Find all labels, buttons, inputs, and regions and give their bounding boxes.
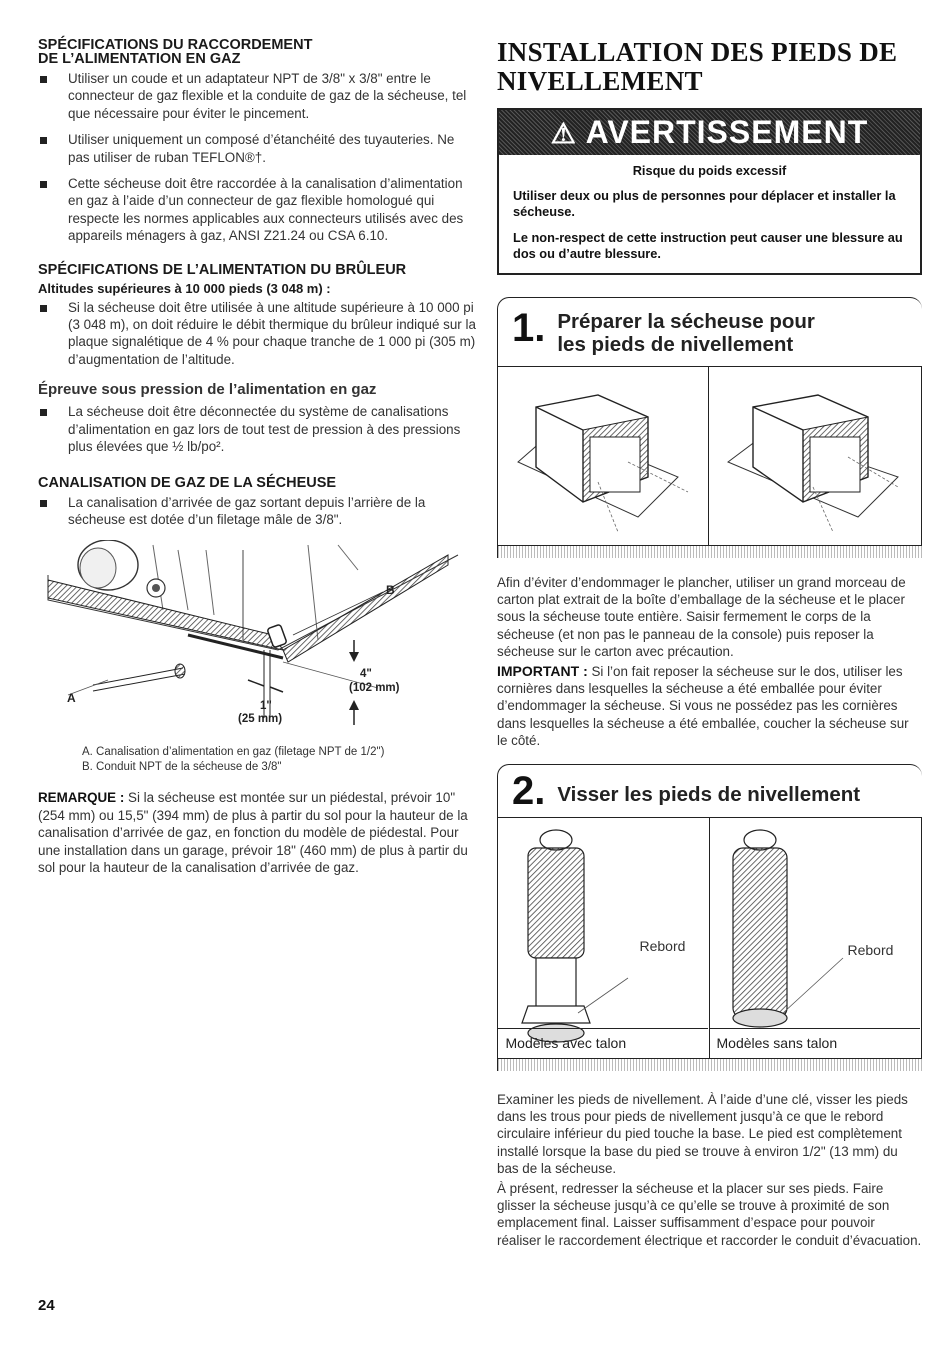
step-2 bbox=[497, 764, 922, 1071]
step-1-title bbox=[498, 298, 922, 356]
caption-b: B. Conduit NPT de la sécheuse de 3/8" bbox=[82, 761, 282, 774]
list-item: La sécheuse doit être déconnectée du système de canalisations d’alimentation en gaz lors de tout test de pression à des pressions plus élevées que ½ lb/po². bbox=[38, 403, 478, 455]
altitude-subtitle: Altitudes supérieures à 10 000 pieds (3 048 m) : bbox=[38, 280, 331, 296]
step-1 bbox=[497, 297, 922, 558]
step-1-heading: Préparer la sécheuse pour les pieds de nivellement bbox=[557, 309, 815, 356]
remark-paragraph bbox=[38, 789, 478, 876]
step-2-title bbox=[498, 765, 922, 813]
section-title-gas-pipe: CANALISATION DE GAZ DE LA SÉCHEUSE bbox=[38, 474, 337, 491]
label-b: B bbox=[386, 583, 395, 598]
step-2-paragraph-1: Examiner les pieds de nivellement. À l’aide d’une clé, visser les pieds dans les trous pour pieds de nivellement jusqu’à ce que le rebord circulaire inférieur du pied touche la base. Le pied est complètement installé lorsque la base du pied se trouve à environ 1/2" (13 mm) du bas de la sécheuse. bbox=[497, 1091, 908, 1177]
right-column bbox=[497, 38, 922, 1249]
burner-list bbox=[38, 299, 478, 369]
list-item: Cette sécheuse doit être raccordée à la canalisation d’alimentation en gaz à l’aide d’un connecteur de gaz flexible homologué qui respecte les normes applicables aux connecteurs utilisés avec des appareils ménagers à gaz, ANSI Z21.24 ou CSA 6.10. bbox=[38, 175, 478, 245]
dim-1in: 1" bbox=[260, 700, 272, 713]
step-1-shadow bbox=[498, 546, 922, 558]
list-item: Utiliser uniquement un composé d’étanchéité des tuyauteries. Ne pas utiliser de ruban TEFLON®†. bbox=[38, 131, 478, 166]
warning-triangle-icon: ⚠ bbox=[550, 118, 577, 149]
remark-label: REMARQUE : bbox=[38, 790, 125, 806]
left-column bbox=[38, 38, 478, 876]
list-item: La canalisation d’arrivée de gaz sortant depuis l’arrière de la sécheuse est dotée d’un filetage mâle de 3/8". bbox=[38, 494, 478, 529]
caption-with-base: Modèles avec talon bbox=[498, 1028, 708, 1056]
remark-text: Si la sécheuse est montée sur un piédestal, prévoir 10" (254 mm) ou 15,5" (394 mm) de plus à partir du sol pour la hauteur de la canalisation d’arrivée de gaz, en fonction du modèle de piédestal. Pour une installation dans un garage, prévoir 18" (460 mm) de plus à partir du sol pour la hauteur de la canalisation d’arrivée de gaz. bbox=[38, 790, 468, 875]
dim-4in: 4" bbox=[360, 668, 372, 681]
warning-header: ⚠ AVERTISSEMENT bbox=[499, 110, 920, 155]
gas-pipe-diagram bbox=[38, 540, 478, 735]
step-1-paragraph: Afin d’éviter d’endommager le plancher, utiliser un grand morceau de carton plat extrait de la boîte d’emballage de la sécheuse et le placer sous la sécheuse toute entière. Saisir fermement le corps de la sécheuse (et non pas le panneau de la console) puis reposer la sécheuse sur le carton avec précaution. bbox=[497, 574, 906, 660]
step-2-paragraph-2: À présent, redresser la sécheuse et la placer sur ses pieds. Faire glisser la sécheuse jusqu’à ce qu’elle se trouve à proximité de son emplacement final. Laisser suffisamment d’espace pour pouvoir réaliser le raccordement électrique et raccorder le conduit d’évacuation. bbox=[497, 1180, 922, 1248]
step-2-heading: Visser les pieds de nivellement bbox=[557, 782, 861, 806]
gas-pipe-list bbox=[38, 494, 478, 529]
rebord-label-right: Rebord bbox=[847, 941, 894, 958]
step-1-important: IMPORTANT : Si l’on fait reposer la sécheuse sur le dos, utiliser les cornières dans lesquelles la sécheuse a été emballée pour éviter d’endommager la sécheuse. Si vous ne possédez pas les cornières dans lesquelles la sécheuse a été emballée, coucher la sécheuse sur le côté. bbox=[497, 662, 909, 749]
page-number: 24 bbox=[38, 1297, 55, 1314]
step-1-number: 1. bbox=[512, 305, 546, 350]
leveling-feet-illustration bbox=[498, 818, 922, 1058]
list-item: Si la sécheuse doit être utilisée à une altitude supérieure à 10 000 pi (3 048 m), on doit réduire le débit thermique du brûleur indiqué sur la plaque signalétique de 4 % pour chaque tranche de 1 000 pi (305 m) d’augmentation de l’altitude. bbox=[38, 299, 478, 369]
section-title-gas-connection: SPÉCIFICATIONS DU RACCORDEMENT DE L’ALIMENTATION EN GAZ bbox=[38, 37, 313, 67]
page-title: INSTALLATION DES PIEDS DE NIVELLEMENT bbox=[497, 37, 898, 96]
warning-text-1: Utiliser deux ou plus de personnes pour déplacer et installer la sécheuse. bbox=[513, 187, 896, 219]
dim-102mm: (102 mm) bbox=[349, 682, 400, 695]
step-2-shadow bbox=[498, 1058, 922, 1071]
pressure-list bbox=[38, 403, 478, 455]
dim-25mm: (25 mm) bbox=[238, 713, 283, 726]
rebord-label-left: Rebord bbox=[639, 937, 686, 954]
important-label: IMPORTANT : bbox=[497, 662, 588, 679]
label-a: A bbox=[67, 691, 76, 706]
step-2-number: 2. bbox=[512, 768, 546, 813]
caption-without-base: Modèles sans talon bbox=[709, 1028, 920, 1056]
step-1-figure bbox=[497, 366, 923, 546]
section-title-burner: SPÉCIFICATIONS DE L’ALIMENTATION DU BRÛLEUR bbox=[38, 261, 407, 278]
warning-box bbox=[497, 108, 922, 275]
warning-text-2: Le non-respect de cette instruction peut causer une blessure au dos ou d’autre blessure. bbox=[513, 229, 903, 261]
list-item: Utiliser un coude et un adaptateur NPT de 3/8" x 3/8" entre le connecteur de gaz flexible et la conduite de gaz de la sécheuse, tel que nécessaire pour éviter le pincement. bbox=[38, 70, 478, 122]
caption-a: A. Canalisation d’alimentation en gaz (filetage NPT de 1/2") bbox=[82, 746, 385, 759]
dryer-on-cardboard-illustration bbox=[498, 367, 922, 545]
diagram-caption bbox=[38, 745, 478, 775]
warning-body bbox=[499, 155, 920, 273]
warning-risk: Risque du poids excessif bbox=[632, 163, 787, 178]
dryer-gas-pipe-illustration bbox=[38, 540, 478, 735]
section-title-pressure-test: Épreuve sous pression de l’alimentation en gaz bbox=[38, 381, 377, 399]
step-2-figure bbox=[497, 817, 923, 1058]
gas-connection-list bbox=[38, 70, 478, 245]
